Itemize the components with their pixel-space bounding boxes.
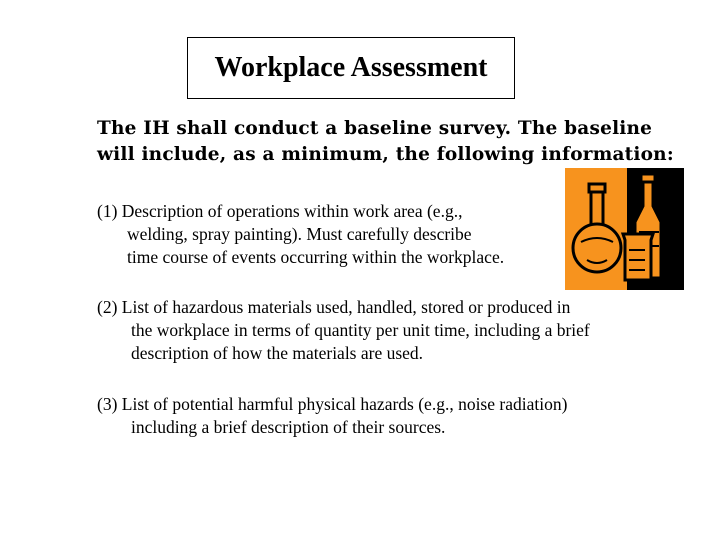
list-item-line: (1) Description of operations within work area (e.g., (97, 201, 463, 221)
intro-line: The IH shall conduct a baseline survey. The baseline (97, 118, 653, 139)
list-item-line: welding, spray painting). Must carefully describe (127, 224, 472, 244)
list-item-line: (3) List of potential harmful physical hazards (e.g., noise radiation) (97, 394, 568, 414)
list-item-line: (2) List of hazardous materials used, handled, stored or produced in (97, 297, 571, 317)
list-item-line: including a brief description of their sources. (131, 417, 446, 437)
intro-paragraph (97, 116, 677, 168)
list-item-line: time course of events occurring within the workplace. (127, 247, 505, 267)
list-item-line: description of how the materials are used. (131, 343, 424, 363)
intro-line: will include, as a minimum, the following information: (97, 144, 674, 165)
slide-title: Workplace Assessment (214, 52, 488, 83)
list-item-2 (97, 296, 590, 365)
list-item-line: the workplace in terms of quantity per unit time, including a brief (131, 320, 590, 340)
title-box (187, 37, 515, 99)
list-item-3 (97, 393, 567, 439)
list-item-1 (97, 200, 504, 269)
lab-glassware-icon (565, 168, 684, 290)
